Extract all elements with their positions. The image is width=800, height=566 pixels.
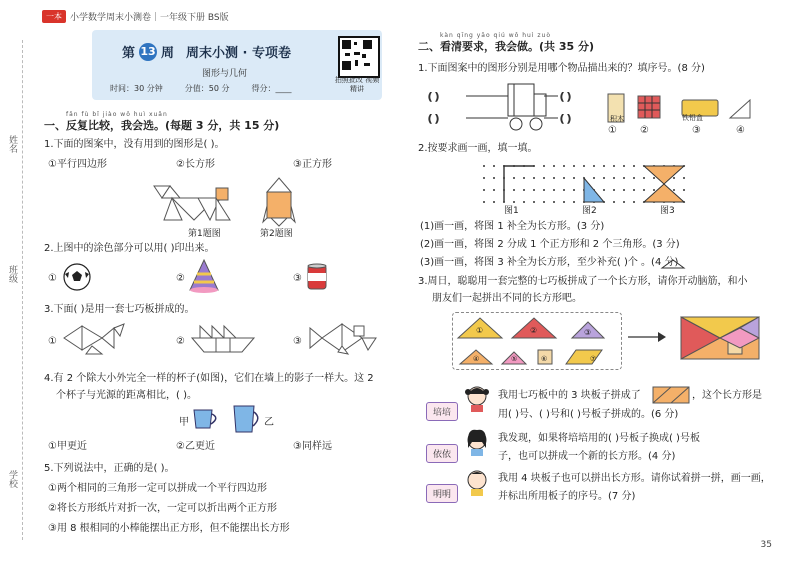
- r-q2-text: 2.按要求画一画，填一填。: [418, 143, 538, 154]
- q4-text-line2: 个杯子与光源的距离相比，( )。: [56, 390, 197, 401]
- r-q2-1: (1)画一画，将图 1 补全为长方形。(3 分): [420, 221, 605, 232]
- week-suffix: 周: [161, 46, 175, 61]
- item-num-2: ②: [640, 125, 649, 136]
- r-q3-line1: 3.周日，聪聪用一套完整的七巧板拼成了一个长方形，请你开动脑筋，和小: [418, 276, 748, 287]
- svg-text:( ): ( ): [560, 92, 571, 103]
- truck-matching-figure: [420, 80, 620, 134]
- r-q3-line2: 朋友们一起拼出不同的长方形吧。: [432, 293, 582, 304]
- title-banner: [92, 30, 382, 100]
- piece-7: ⑦: [590, 355, 597, 363]
- q3-option-2[interactable]: ②: [176, 336, 185, 347]
- qr-caption: 拍照批改 视频精讲: [334, 76, 380, 93]
- q4-option-3[interactable]: ③同样远: [293, 441, 332, 452]
- svg-text:( ): ( ): [428, 92, 439, 103]
- q3-text: 3.下面( )是用一套七巧板拼成的。: [44, 304, 195, 315]
- cut-line: [22, 40, 23, 540]
- kid-yiyi-line1: 我发现，如果将培培用的( )号板子换成( )号板: [498, 433, 700, 444]
- q5-option-2[interactable]: ②将长方形纸片对折一次，一定可以折出两个正方形: [48, 503, 277, 514]
- fig-label-1: 图1: [504, 206, 519, 216]
- cup-yi-label: 乙: [264, 417, 274, 428]
- fig-label-3: 图3: [660, 206, 675, 216]
- score-field[interactable]: 得分：____: [251, 84, 292, 93]
- kid-mingming-tag: 明明: [426, 484, 458, 503]
- q2-option-1[interactable]: ①: [48, 273, 57, 284]
- section2-heading: 二、看清要求，我会做。(共 35 分): [418, 40, 595, 53]
- small-cup-icon: [192, 408, 222, 430]
- rocket-figure: [262, 176, 296, 228]
- dot-grid-figures: [480, 160, 700, 210]
- item-num-4: ④: [736, 125, 745, 136]
- kid-peipei-line1: 我用七巧板中的 3 块板子拼成了: [498, 390, 641, 401]
- q1-option-3[interactable]: ③正方形: [293, 159, 332, 170]
- girl-avatar-icon: [464, 428, 490, 456]
- tangram-boat-figure: [190, 322, 256, 356]
- q4-option-2[interactable]: ②乙更近: [176, 441, 215, 452]
- svg-text:( ): ( ): [560, 114, 571, 125]
- section1-heading: 一、反复比较，我会选。(每题 3 分，共 15 分): [44, 119, 280, 132]
- fig-label-2: 图2: [582, 206, 597, 216]
- boy-avatar-icon: [464, 468, 490, 496]
- q4-text-line1: 4.有 2 个除大小外完全一样的杯子(如图)，它们在墙上的影子一样大。这 2: [44, 373, 374, 384]
- objects-row-figure: [604, 88, 754, 134]
- breadcrumb-text: 小学数学周末小测卷｜一年级下册 BS版: [70, 13, 229, 23]
- page-number: 35: [760, 540, 772, 550]
- kid-yiyi-line2: 子，也可以拼成一个新的长方形。(4 分): [498, 451, 676, 462]
- section2-pinyin: kàn qīng yāo qiú wǒ huì zuò: [440, 32, 552, 39]
- q1-option-1[interactable]: ①平行四边形: [48, 159, 107, 170]
- page-title: [122, 42, 291, 61]
- q2-text: 2.上图中的涂色部分可以用( )印出来。: [44, 243, 215, 254]
- kid-yiyi-tag: 依依: [426, 444, 458, 463]
- time-info: 时间：30 分钟: [110, 84, 163, 93]
- q1-option-2[interactable]: ②长方形: [176, 159, 215, 170]
- q2-option-2[interactable]: ②: [176, 273, 185, 284]
- class-label: 班级: [7, 265, 17, 283]
- piece-4: ④: [473, 355, 480, 363]
- kid-mingming-line1: 我用 4 块板子也可以拼出长方形。请你试着拼一拼，画一画，: [498, 473, 771, 484]
- cup-jia-label: 甲: [179, 417, 189, 428]
- party-hat-icon: [188, 258, 220, 294]
- week-number: 13: [139, 43, 157, 61]
- piece-5: ⑤: [511, 355, 518, 363]
- school-label: 学校: [7, 470, 17, 488]
- item-num-1: ①: [608, 125, 617, 136]
- girl-avatar-icon: [464, 384, 490, 412]
- q1-text: 1.下面的图案中，没有用到的图形是( )。: [44, 139, 225, 150]
- section1-pinyin: fǎn fù bǐ jiào wǒ huì xuǎn: [66, 111, 168, 118]
- kid-mingming-line2: 并标出所用板子的序号。(7 分): [498, 491, 636, 502]
- item-pencilbox-label: 铁铅盒: [682, 114, 703, 122]
- meta-row: [110, 83, 291, 94]
- binding-strip: [0, 0, 34, 566]
- peipei-rectangle: [652, 386, 690, 404]
- series-badge: 一本: [42, 10, 66, 23]
- q3-option-3[interactable]: ③: [293, 336, 302, 347]
- item-blocks-label: 积木: [610, 115, 624, 123]
- piece-1: ①: [476, 326, 484, 335]
- score-total: 分值：50 分: [184, 84, 230, 93]
- tangram-fish-figure: [308, 320, 378, 356]
- qr-code-icon[interactable]: [338, 36, 380, 78]
- item-num-3: ③: [692, 125, 701, 136]
- r-q1-text: 1.下面图案中的图形分别是用哪个物品描出来的？填序号。(8 分): [418, 63, 705, 74]
- triangle-icon: [660, 258, 686, 270]
- q5-option-1[interactable]: ①两个相同的三角形一定可以拼成一个平行四边形: [48, 483, 267, 494]
- piece-3: ③: [584, 328, 592, 337]
- fig2-caption: 第2题图: [260, 229, 293, 239]
- r-q2-3: (3)画一画，将图 3 补全为长方形，至少补充( )个 。(4 分): [420, 257, 679, 268]
- q4-option-1[interactable]: ①甲更近: [48, 441, 87, 452]
- kid-peipei-tag: 培培: [426, 402, 458, 421]
- title-text: 周末小测 · 专项卷: [186, 46, 292, 61]
- name-label: 姓名: [7, 135, 17, 153]
- q3-option-1[interactable]: ①: [48, 336, 57, 347]
- soccer-ball-icon: [62, 262, 92, 292]
- r-q2-2: (2)画一画，将图 2 分成 1 个正方形和 2 个三角形。(3 分): [420, 239, 680, 250]
- piece-2: ②: [530, 326, 538, 335]
- svg-text:( ): ( ): [428, 114, 439, 125]
- q5-option-3[interactable]: ③用 8 根相同的小棒能摆出正方形，但不能摆出长方形: [48, 523, 290, 534]
- top-breadcrumb: [42, 10, 229, 23]
- kid-peipei-line1b: ，这个长方形是: [692, 390, 762, 401]
- soda-can-icon: [306, 262, 328, 292]
- arrow-right-icon: [626, 330, 666, 344]
- tangram-bird-figure: [62, 322, 126, 356]
- subtitle: 图形与几何: [202, 69, 248, 79]
- tangram-dog-figure: [152, 180, 242, 226]
- q5-text: 5.下列说法中，正确的是( )。: [44, 463, 175, 474]
- large-cup-icon: [232, 404, 262, 434]
- piece-6: ⑥: [541, 355, 548, 363]
- week-prefix: 第: [122, 46, 136, 61]
- kid-peipei-line2: 用( )号、( )号和( )号板子拼成的。(6 分): [498, 409, 679, 420]
- q2-option-3[interactable]: ③: [293, 273, 302, 284]
- fig1-caption: 第1题图: [188, 229, 221, 239]
- assembled-rectangle: [680, 316, 760, 360]
